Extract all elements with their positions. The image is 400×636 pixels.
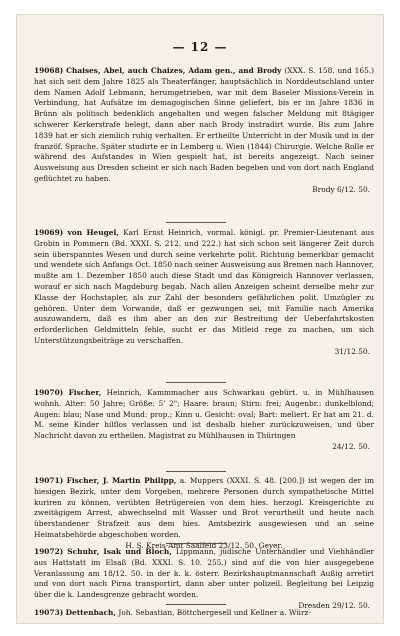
entry-19069 — [34, 228, 374, 358]
entry-names: Fischer, — [68, 388, 102, 397]
entry-19068 — [34, 66, 374, 196]
separator-rule — [166, 543, 226, 544]
entry-id: 19069) — [34, 228, 64, 237]
entry-19070 — [34, 388, 374, 453]
entry-id: 19070) — [34, 388, 64, 397]
entry-19072 — [34, 547, 374, 612]
entry-19071 — [34, 476, 374, 552]
entry-text: a. Muppers (XXXI. S. 48. [200.]) ist wegen der im hiesigen Bezirk, unter dem Vorgeben, mehrere Personen durch sympathetische Mittel kuriren zu können, verübten Betrügereien von dem hies. herzogl. Kreisgerichte zu zweitägigem Arrest, abwechselnd mit Wasser und Brot verurtheilt und heute nach überstandener Strafzeit aus dem hies. Amtsbezirk ausgewiesen und an seine Heimatsbehörde abgeschoben worden. — [34, 476, 374, 539]
entry-19073 — [34, 608, 374, 619]
entry-signature: 24/12. 50. — [332, 441, 370, 451]
separator-rule — [166, 604, 226, 605]
separator-rule — [166, 471, 226, 472]
entry-id: 19071) — [34, 476, 64, 485]
entry-signature: Dresden 29/12. 50. — [298, 600, 370, 610]
entry-text: Lippmann, jüdische Unterhändler und Viehhändler aus Hattstatt im Elsaß (Bd. XXXI. S. 10. 255.) sind auf die von hier ausgegebene Veranlassung am 18/12. 50. in der k. k. österr. Bezirkshauptmannschaft Außig arretirt und von dort nach Pirna transportirt, dann aber unter polizeil. Begleitung bei Leipzig über die k. Landesgrenze gebracht worden. — [34, 547, 374, 600]
entry-id: 19073) — [34, 608, 64, 617]
entry-id: 19068) — [34, 66, 64, 75]
entry-text: Karl Ernst Heinrich, vormal. königl. pr. Premier-Lieutenant aus Grobin in Pommern (Bd. XXXI. S. 212. und 222.) hat sich schon seit längerer Zeit durch sein überspanntes Wesen und durch seine verkehrte polit. Richtung bemerkbar gemacht und wendete sich Anfangs Oct. 1850 nach seiner Ausweisung aus Bremen nach Hannover, mußte am 1. Dezember 1850 auch diese Stadt und das Königreich Hannover verlassen, worauf er sich nach Magdeburg begab. Nach allen Anzeigen scheint derselbe mehr zur Klasse der Hochstapler, als zur Zahl der besonders gefährlichen polit. Umzügler zu gehören. Unter dem Vorwande, daß er gezwungen sei, mit Familie nach Amerika auszuwandern, daß es ihm aber an den zur Bestreitung der Ueberfahrtskosten erforderlichen Geldmitteln fehle, sucht er das Mitleid rege zu machen, um sich Unterstützungsbeiträge zu verschaffen. — [34, 228, 374, 345]
separator-rule — [166, 382, 226, 383]
entry-signature: Brody 6/12. 50. — [312, 184, 370, 194]
entry-names: Fischer, J. Martin Philipp, — [66, 476, 177, 485]
entry-text: (XXX. S. 158. und 165.) hat sich seit dem Jahre 1825 als Theaterfänger, hauptsächlich in Norddeutschland unter dem Namen Adolf Lebmann, herumgetrieben, war mit dem Baseler Missions-Verein in Verbindung, hat Aufsätze im demagogischen Sinne geliefert, bis er im Jahre 1836 in Brünn als politisch bedenklich angehalten und wegen falscher Meldung mit 8tägiger schwerer Kerkerstrafe belegt, dann aber nach Brody instradirt wurde. Bis zum Jahre 1839 hat er sich ziemlich ruhig verhalten. Er ertheilte Unterricht in der Musik und in der franzöf. Sprache. Später studirte er in Lemberg u. Wien (1844) Chirurgie. Welche Rolle er während des Aufstandes in Wien gespielt hat, ist bereits angezeigt. Nach seiner Ausweisung aus Dresden scheint er sich nach Baden begeben und von dort nach England geflüchtet zu haben. — [34, 66, 375, 183]
document-page — [16, 14, 384, 624]
entry-id: 19072) — [34, 547, 64, 556]
entry-signature: 31/12.50. — [334, 346, 370, 356]
entry-text: Heinrich, Kammmacher aus Schwarkau gebürt. u. in Mühlhausen wohnh. Alter: 50 Jahre; Größe: 5' 2"; Haare: braun; Stirn: frei; Augenbr.: dunkelblond; Augen: blau; Nase und Mund: prop.; Kinn u. Gesicht: oval; Bart: meliert. Er hat am 21. d. M. seine Kinder hilflos verlassen und ist deshalb hieher zurückzuweisen, und über Nachricht davon zu ertheilen. Magistrat zu Mühlhausen in Thüringen — [34, 388, 375, 441]
entry-signature: H. S. Kreis-Amt Saalfeld 23/12. 50. Geyer. — [125, 540, 283, 550]
entry-names: Schuhr, Isak und Bloch, — [67, 547, 172, 556]
entry-names: von Heugel, — [67, 228, 119, 237]
entry-names: Chaises, Abel, auch Chaizes, Adam gen., and Brody — [66, 66, 282, 75]
separator-rule — [166, 222, 226, 223]
entry-names: Dettenbach, — [65, 608, 116, 617]
page-number: — 12 — — [172, 40, 228, 54]
entry-text: Joh. Sebastian, Böttchergesell und Kellner a. Würz- — [118, 608, 311, 617]
